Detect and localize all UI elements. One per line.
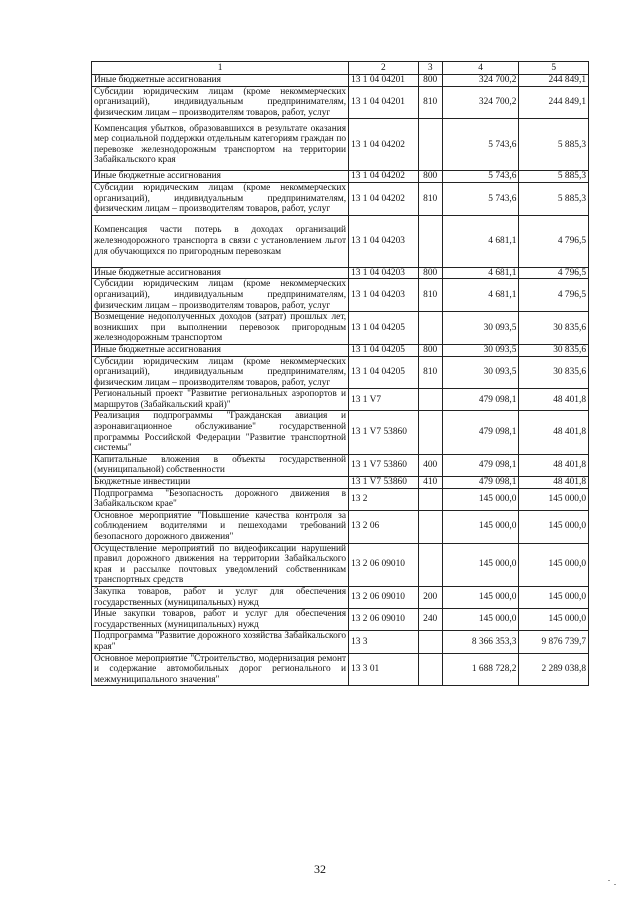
row-expense-type [418,312,442,345]
row-name: Субсидии юридическим лицам (кроме некоммерческих организаций), индивидуальным предпринимателям, физическим лицам – производителям товаров, работ, услуг [92,279,349,312]
row-amount-year-1: 4 681,1 [442,267,519,279]
row-amount-year-2: 48 401,8 [519,411,589,454]
table-row [92,586,589,608]
table-row [92,389,589,411]
row-name: Иные бюджетные ассигнования [92,75,349,87]
row-amount-year-2: 145 000,0 [519,586,589,608]
row-expense-type [418,510,442,543]
row-expense-type: 810 [418,182,442,215]
row-code: 13 3 [349,631,419,653]
row-name: Компенсация части потерь в доходах организаций железнодорожного транспорта в связи с установлением льгот для обучающихся по пригородным перевозкам [92,215,349,267]
row-code: 13 1 04 04202 [349,182,419,215]
table-row [92,119,589,171]
row-name: Субсидии юридическим лицам (кроме некоммерческих организаций), индивидуальным предпринимателям, физическим лицам – производителям товаров, работ, услуг [92,86,349,119]
row-amount-year-2: 145 000,0 [519,488,589,510]
row-amount-year-2: 4 796,5 [519,279,589,312]
row-amount-year-1: 4 681,1 [442,215,519,267]
row-name: Региональный проект "Развитие региональных аэропортов и маршрутов (Забайкальский край)" [92,389,349,411]
row-expense-type [418,488,442,510]
header-col-5: 5 [519,62,589,75]
table-row [92,86,589,119]
row-amount-year-1: 479 098,1 [442,477,519,489]
row-code: 13 1 04 04205 [349,356,419,389]
row-amount-year-2: 48 401,8 [519,389,589,411]
row-amount-year-2: 30 835,6 [519,312,589,345]
row-expense-type [418,119,442,171]
row-amount-year-2: 4 796,5 [519,267,589,279]
row-code: 13 1 04 04201 [349,86,419,119]
table-row [92,279,589,312]
row-amount-year-1: 145 000,0 [442,510,519,543]
table-row [92,344,589,356]
table-row [92,631,589,653]
row-expense-type: 800 [418,75,442,87]
row-amount-year-1: 5 743,6 [442,171,519,183]
row-amount-year-1: 479 098,1 [442,389,519,411]
row-code: 13 1 V7 [349,389,419,411]
row-code: 13 1 04 04203 [349,279,419,312]
row-expense-type [418,631,442,653]
budget-table [91,61,589,686]
row-expense-type: 810 [418,86,442,119]
row-name: Иные бюджетные ассигнования [92,267,349,279]
row-amount-year-1: 145 000,0 [442,586,519,608]
row-amount-year-1: 8 366 353,3 [442,631,519,653]
row-amount-year-2: 5 885,3 [519,171,589,183]
row-name: Иные закупки товаров, работ и услуг для обеспечения государственных (муниципальных) нужд [92,609,349,631]
row-code: 13 1 04 04202 [349,171,419,183]
row-amount-year-1: 479 098,1 [442,454,519,476]
row-code: 13 1 04 04203 [349,215,419,267]
row-name: Капитальные вложения в объекты государственной (муниципальной) собственности [92,454,349,476]
row-expense-type: 410 [418,477,442,489]
row-amount-year-1: 324 700,2 [442,86,519,119]
row-name: Иные бюджетные ассигнования [92,344,349,356]
row-amount-year-2: 30 835,6 [519,344,589,356]
row-amount-year-1: 30 093,5 [442,356,519,389]
row-code: 13 1 04 04205 [349,344,419,356]
row-amount-year-2: 145 000,0 [519,543,589,586]
row-name: Подпрограмма "Развитие дорожного хозяйства Забайкальского края" [92,631,349,653]
row-amount-year-1: 324 700,2 [442,75,519,87]
scan-speck [608,880,610,881]
row-amount-year-2: 48 401,8 [519,454,589,476]
row-expense-type [418,653,442,686]
table-header-row [92,62,589,75]
row-amount-year-2: 30 835,6 [519,356,589,389]
table-row [92,454,589,476]
row-expense-type [418,215,442,267]
row-code: 13 1 04 04203 [349,267,419,279]
row-name: Иные бюджетные ассигнования [92,171,349,183]
table-row [92,488,589,510]
header-col-3: 3 [418,62,442,75]
row-expense-type: 810 [418,279,442,312]
scan-speck [614,884,616,885]
table-row [92,312,589,345]
row-amount-year-2: 5 885,3 [519,119,589,171]
row-amount-year-2: 244 849,1 [519,75,589,87]
row-expense-type: 240 [418,609,442,631]
row-code: 13 1 V7 53860 [349,454,419,476]
row-name: Основное мероприятие "Повышение качества контроля за соблюдением водителями и пешеходами требований безопасного дорожного движения" [92,510,349,543]
row-expense-type [418,411,442,454]
row-name: Закупка товаров, работ и услуг для обеспечения государственных (муниципальных) нужд [92,586,349,608]
table-row [92,411,589,454]
row-amount-year-1: 1 688 728,2 [442,653,519,686]
row-name: Компенсация убытков, образовавшихся в результате оказания мер социальной поддержки отдельным категориям граждан по перевозке железнодорожным транспортом на территории Забайкальского края [92,119,349,171]
row-amount-year-2: 5 885,3 [519,182,589,215]
table-row [92,653,589,686]
row-code: 13 1 04 04205 [349,312,419,345]
row-name: Субсидии юридическим лицам (кроме некоммерческих организаций), индивидуальным предпринимателям, физическим лицам – производителям товаров, работ, услуг [92,356,349,389]
page-number: 32 [314,862,326,876]
row-amount-year-1: 30 093,5 [442,312,519,345]
row-expense-type: 800 [418,267,442,279]
header-col-1: 1 [92,62,349,75]
row-amount-year-2: 9 876 739,7 [519,631,589,653]
row-amount-year-1: 145 000,0 [442,609,519,631]
row-expense-type: 800 [418,344,442,356]
table-row [92,267,589,279]
row-code: 13 1 V7 53860 [349,411,419,454]
row-name: Возмещение недополученных доходов (затрат) прошлых лет, возникших при выполнении перевозок пригородным железнодорожным транспортом [92,312,349,345]
row-code: 13 3 01 [349,653,419,686]
row-amount-year-1: 4 681,1 [442,279,519,312]
row-amount-year-2: 244 849,1 [519,86,589,119]
row-amount-year-2: 2 289 038,8 [519,653,589,686]
row-amount-year-1: 479 098,1 [442,411,519,454]
row-code: 13 1 04 04202 [349,119,419,171]
row-amount-year-1: 145 000,0 [442,488,519,510]
table-row [92,510,589,543]
row-name: Основное мероприятие "Строительство, модернизация ремонт и содержание автомобильных дорог регионального и межмуниципального значения" [92,653,349,686]
table-row [92,75,589,87]
row-expense-type [418,543,442,586]
header-col-2: 2 [349,62,419,75]
row-name: Бюджетные инвестиции [92,477,349,489]
row-expense-type: 810 [418,356,442,389]
table-row [92,477,589,489]
row-code: 13 2 06 09010 [349,586,419,608]
row-expense-type: 400 [418,454,442,476]
row-amount-year-1: 5 743,6 [442,182,519,215]
row-expense-type [418,389,442,411]
header-col-4: 4 [442,62,519,75]
table-row [92,171,589,183]
row-code: 13 1 V7 53860 [349,477,419,489]
table-row [92,543,589,586]
row-expense-type: 200 [418,586,442,608]
row-name: Субсидии юридическим лицам (кроме некоммерческих организаций), индивидуальным предпринимателям, физическим лицам – производителям товаров, работ, услуг [92,182,349,215]
row-amount-year-1: 5 743,6 [442,119,519,171]
row-amount-year-1: 30 093,5 [442,344,519,356]
row-code: 13 2 06 09010 [349,543,419,586]
table-row [92,215,589,267]
row-expense-type: 800 [418,171,442,183]
row-name: Осуществление мероприятий по видеофиксации нарушений правил дорожного движения на территории Забайкальского края и рассылке почтовых уведомлений собственникам транспортных средств [92,543,349,586]
row-code: 13 2 06 09010 [349,609,419,631]
row-code: 13 2 [349,488,419,510]
row-amount-year-1: 145 000,0 [442,543,519,586]
row-code: 13 1 04 04201 [349,75,419,87]
table-row [92,182,589,215]
table-row [92,609,589,631]
row-name: Подпрограмма "Безопасность дорожного движения в Забайкальском крае" [92,488,349,510]
row-name: Реализация подпрограммы "Гражданская авиация и аэронавигационное обслуживание" государственной программы Российской Федерации "Развитие транспортной системы" [92,411,349,454]
row-amount-year-2: 145 000,0 [519,510,589,543]
row-amount-year-2: 48 401,8 [519,477,589,489]
row-amount-year-2: 145 000,0 [519,609,589,631]
row-amount-year-2: 4 796,5 [519,215,589,267]
table-row [92,356,589,389]
row-code: 13 2 06 [349,510,419,543]
